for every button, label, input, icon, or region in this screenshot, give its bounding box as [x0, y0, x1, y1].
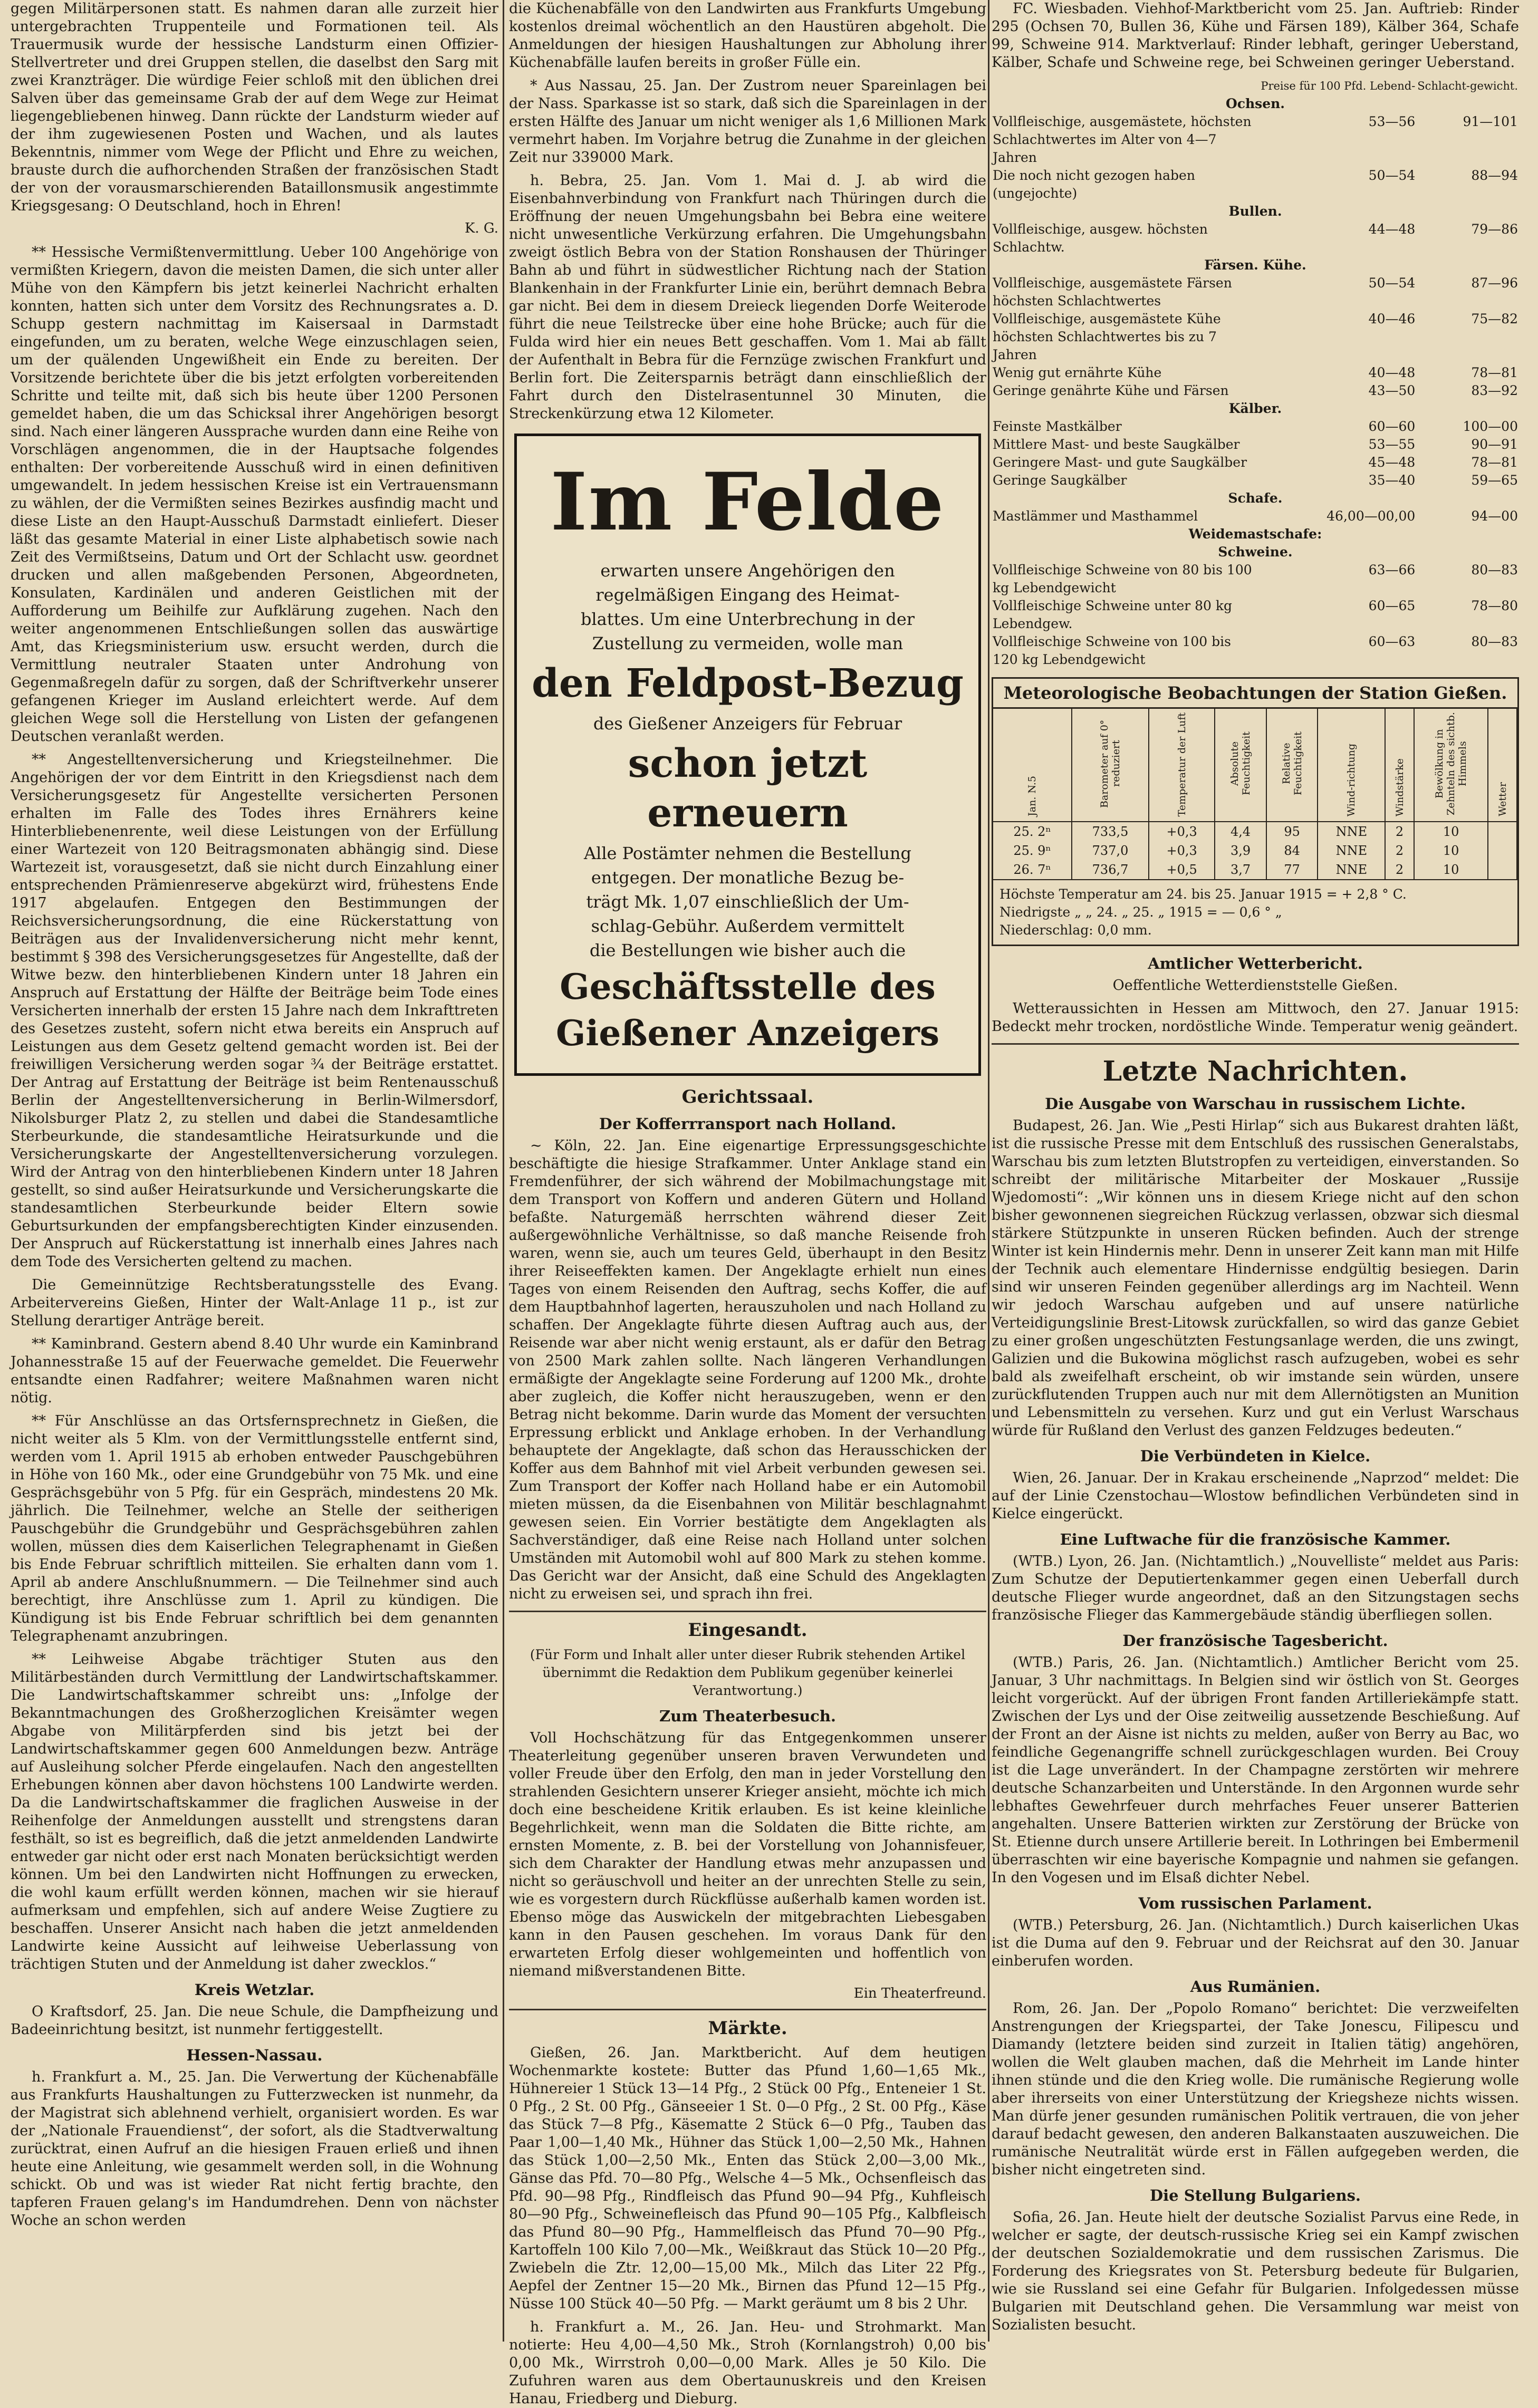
weather-max-temp: Höchste Temperatur am 24. bis 25. Januar 1915 = + 2,8 ° C.: [999, 887, 1407, 902]
table-row: [992, 454, 1519, 471]
cell-live: 60—65: [1368, 598, 1416, 613]
news-title: Die Ausgabe von Warschau in russischem Lichte.: [1045, 1095, 1466, 1113]
weather-forecast: Wetteraussichten in Hessen am Mittwoch, den 27. Januar 1915: Bedeckt mehr trocken, nordöstliche Winde. Temperatur wenig geändert.: [992, 1000, 1519, 1035]
weather-col-header-label: Temperatur der Luft: [1176, 712, 1188, 816]
ad-footer: Gießener Anzeigers: [555, 1013, 940, 1054]
weather-col-header-label: Wetter: [1496, 782, 1508, 816]
group-label: Weidemastschafe:: [1188, 526, 1322, 542]
article-bebra: h. Bebra, 25. Jan. Vom 1. Mai d. J. ab wird die Eisenbahnverbindung von Frankfurt nach Thüringen durch die Eröffnung der neuen Umgehungsbahn bei Bebra eine weitere nicht unwesentliche Verkürzung erfahren. Die Umgehungsbahn zweigt östlich Bebra von der Station Ronshausen der Thüringer Bahn ab und führt in südwestlicher Richtung nach der Station Blankenhain in der Frankfurter Linie ein, berührt demnach Bebra gar nicht. Bei dem in diesem Dreieck liegenden Dorfe Weiterode führt die neue Teilstrecke über eine hohe Brücke; auch für die Fulda wird hier ein neues Bett geschaffen. Vom 1. Mai ab fällt der Aufenthalt in Bebra für die Fernzüge zwischen Frankfurt und Berlin fort. Die Zeitersparnis beträgt dann einschließlich der Fahrt durch den Distelrasentunnel 30 Minuten, die Streckenkürzung etwa 12 Kilometer.: [509, 172, 986, 422]
cell-label: Vollfleischige, ausgemästete Färsen höchsten Schlachtwertes: [993, 275, 1232, 309]
cell-label: Mittlere Mast- und beste Saugkälber: [993, 437, 1240, 452]
cell-label: Die noch nicht gezogen haben (ungejochte): [993, 168, 1195, 201]
news-title: Eine Luftwache für die französische Kammer.: [1060, 1530, 1451, 1548]
group-label: Ochsen.: [1225, 96, 1285, 111]
cell-sl: 83—92: [1471, 383, 1518, 398]
col-header-live: Preise für 100 Pfd. Lebend-: [1261, 80, 1416, 92]
column-divider: [503, 0, 504, 2342]
weather-cell: [1488, 841, 1517, 860]
weather-col-header-label: Windstärke: [1393, 758, 1406, 816]
article-telephone: ** Für Anschlüsse an das Ortsfernsprechnetz in Gießen, die nicht weiter als 5 Klm. von der Vermittlungsstelle entfernt sind, werden vom 1. April 1915 ab erhoben entweder Pauschgebühren in Höhe von 160 Mk., oder eine Grundgebühr von 75 Mk. und eine Gesprächsgebühr von 5 Pfg. für ein Gespräch, mindestens 20 Mk. jährlich. Die Teilnehmer, welche an Stelle der seitherigen Pauschgebühr die Grundgebühr und Gesprächsgebühren zahlen wollen, müssen dies dem Kaiserlichen Telegraphenamt in Gießen bis Ende Februar schriftlich mitteilen. Sie erhalten dann vom 1. April ab andere Anschlußnummern. — Die Teilnehmer sind auch berechtigt, ihre Anschlüsse zum 1. April zu kündigen. Die Kündigung ist bis Ende Februar schriftlich bei dem genannten Telegraphenamt anzubringen.: [11, 1413, 498, 1644]
cell-label: Geringe Saugkälber: [993, 473, 1127, 488]
weather-cell: 733,5: [1072, 822, 1149, 841]
market-report-intro: FC. Wiesbaden. Viehhof-Marktbericht vom 25. Jan. Auftrieb: Rinder 295 (Ochsen 70, Bullen 36, Kühe und Färsen 189), Kälber 364, Schafe 99, Schweine 914. Marktverlauf: Rinder lebhaft, geringer Ueberstand, Kälber, Schafe und Schweine rege, bei Schweinen geringer Ueberstand.: [992, 1, 1519, 71]
table-row: [992, 167, 1519, 203]
weather-cell: 4,4: [1215, 822, 1266, 841]
weather-col-header: [1149, 709, 1215, 822]
cell-sl: 94—00: [1471, 508, 1518, 524]
cell-label: Geringere Mast- und gute Saugkälber: [993, 455, 1247, 470]
weather-cell: +0,5: [1149, 860, 1215, 879]
article-funeral: gegen Militärpersonen statt. Es nahmen daran alle zurzeit hier untergebrachten Truppenteile und Formationen teil. Als Trauermusik wurde der hessische Landsturm einen Offizier-Stellvertreter und drei Gruppen stellen, die daselbst den Sarg mit zwei Kranzträger. Die würdige Feier schloß mit den üblichen drei Salven über das gemeinsame Grab der auf dem Wege zur Heimat liegengebliebenen hinweg. Dann rückte der Landsturm wieder auf der ihm zugewiesenen Posten und Wachen, und als lautes Bekenntnis, nimmer vom Wege der Pflicht und Ehre zu weichen, brauste durch die aufhorchenden Straßen der französischen Stadt der von der vorausmarschierenden Bataillonsmusik angestimmte Kriegsgesang: O Deutschland, hoch in Ehren!: [11, 1, 498, 214]
weather-cell: 26. 7ⁿ: [993, 860, 1072, 879]
cell-sl: 91—101: [1463, 114, 1518, 129]
table-group-row: [992, 543, 1519, 561]
cell-label: Geringe genährte Kühe und Färsen: [993, 383, 1229, 398]
cell-sl: 59—65: [1471, 473, 1518, 488]
ad-line: trägt Mk. 1,07 einschließlich der Um-: [586, 892, 909, 912]
weather-cell: 2: [1385, 822, 1414, 841]
cell-live: 60—63: [1368, 634, 1416, 649]
eingesandt-disclaimer: (Für Form und Inhalt aller unter dieser Rubrik stehenden Artikel übernimmt die Redaktion dem Publikum gegenüber keinerlei Verantwortung.): [530, 1647, 966, 1698]
table-row: [992, 364, 1519, 382]
cell-live: 46,00—00,00: [1326, 508, 1416, 524]
weather-cell: 2: [1385, 841, 1414, 860]
section-heading-latest-news: Letzte Nachrichten.: [1102, 1055, 1408, 1087]
section-heading-weather: Amtlicher Wetterbericht.: [1148, 955, 1363, 972]
weather-col-header: [1318, 709, 1385, 822]
weather-cell: 736,7: [1072, 860, 1149, 879]
table-row: [992, 418, 1519, 436]
section-heading-hessen: Hessen-Nassau.: [186, 2046, 323, 2064]
weather-precipitation: Niederschlag: 0,0 mm.: [999, 922, 1152, 938]
cell-live: 50—54: [1368, 168, 1416, 183]
article-kraftsdorf: O Kraftsdorf, 25. Jan. Die neue Schule, die Dampfheizung und Badeeinrichtung besitzt, ist nunmehr fertiggestellt.: [11, 2004, 498, 2038]
news-title: Vom russischen Parlament.: [1138, 1894, 1372, 1912]
ad-headline: schon jetzt erneuern: [628, 741, 868, 836]
article-theater: Voll Hochschätzung für das Entgegenkommen unserer Theaterleitung gegenüber unseren braven Verwundeten und voller Freude über den Erfolg, den man in jeder Vorstellung den strahlenden Gesichtern unserer Krieger ansieht, möchte ich mich doch eine bescheidene Kritik erlauben. Es ist keine kleinliche Begehrlichkeit, wenn man die Soldaten die Bitte richte, am ernsten Momente, z. B. bei der Vorstellung von Johannisfeuer, sich dem Charakter der Handlung etwas mehr anzupassen und nicht so geräuschvoll und heiter an der unrechten Stelle zu sein, wie es vorgestern durch Rückflüsse außerhalb kamen worden ist. Ebenso möge das Auswickeln der mitgebrachten Liebesgaben kann in den Pausen geschehen. Im voraus Dank für den erwarteten Erfolg dieser wohlgemeinten und hoffentlich von niemand mißverstandenen Bitte.: [509, 1730, 986, 1979]
weather-col-header-label: Bewölkung in Zehnteln des sichtb. Himmels: [1434, 712, 1469, 815]
cell-label: Vollfleischige, ausgemästete, höchsten Schlachtwertes im Alter von 4—7 Jahren: [993, 114, 1252, 165]
cell-live: 53—55: [1368, 437, 1416, 452]
ad-footer: Geschäftsstelle des: [560, 966, 936, 1007]
cell-live: 44—48: [1368, 221, 1416, 237]
weather-cell: +0,3: [1149, 822, 1215, 841]
table-row: [992, 382, 1519, 400]
weather-observations: [992, 677, 1519, 946]
cell-label: Vollfleischige Schweine unter 80 kg Lebendgew.: [993, 598, 1233, 631]
article-signature: Ein Theaterfreund.: [853, 1986, 986, 2001]
weather-col-header: [1488, 709, 1517, 822]
advertisement-im-felde: [514, 434, 981, 1076]
table-row: [992, 561, 1519, 597]
cell-live: 40—46: [1368, 311, 1416, 326]
table-row: [992, 471, 1519, 489]
ad-line: blattes. Um eine Unterbrechung in der: [580, 609, 915, 629]
table-group-row: [992, 400, 1519, 418]
news-text: Budapest, 26. Jan. Wie „Pesti Hirlap“ sich aus Bukarest drahten läßt, ist die russische Presse mit dem Entschluß des russischen Generalstabs, Warschau bis zum letzten Blutstropfen zu verteidigen, einverstanden. So schreibt der militärische Mitarbeiter der Moskauer „Russije Wjedomosti“: „Wir können uns in diesem Kriege nicht auf den schon bisher gewonnenen siegreichen Rückzug verlassen, obzwar sich diesmal stärkere Stützpunkte in unseren Rücken befinden. Auch der strenge Winter ist kein Hindernis mehr. Denn in unserer Zeit kann man mit Hilfe der Technik auch elementare Hindernisse endgültig besiegen. Darin sind wir unseren Feinden gegenüber allerdings arg im Nachteil. Wenn wir jedoch Warschau aufgeben und auf unsere natürliche Verteidigungslinie Brest-Litowsk zurückfallen, so wird das ganze Gebiet zu einer großen ungeschützten Festungsanlage werden, die uns zwingt, Galizien und die Bukowina möglichst rasch aufzugeben, wobei es sehr bald als zweifelhaft erscheint, ob wir imstande sein würden, unsere zurückflutenden Truppen auch nur mit dem Allernötigsten an Munition und Lebensmitteln zu versehen. Kurz und gut ein Verlust Warschaus würde für Rußland den Verlust des ganzen Feldzuges bedeuten.“: [992, 1118, 1519, 1439]
article-title-koffer: Der Kofferrransport nach Holland.: [599, 1115, 897, 1133]
weather-col-header-label: Wind-richtung: [1345, 743, 1358, 816]
news-title: Die Stellung Bulgariens.: [1149, 2187, 1361, 2204]
cell-sl: 78—80: [1471, 598, 1518, 613]
weather-office: Oeffentliche Wetterdienststelle Gießen.: [1112, 977, 1398, 994]
weather-col-header-label: Jan. N.5: [1026, 776, 1039, 816]
ad-line: schlag-Gebühr. Außerdem vermittelt: [591, 916, 905, 936]
weather-cell: 95: [1266, 822, 1318, 841]
table-row: [992, 274, 1519, 310]
weather-cell: 25. 9ⁿ: [993, 841, 1072, 860]
cell-label: Mastlämmer und Masthammel: [993, 508, 1198, 524]
table-row: [992, 113, 1519, 167]
table-row: [992, 597, 1519, 633]
article-nassau: * Aus Nassau, 25. Jan. Der Zustrom neuer Spareinlagen bei der Nass. Sparkasse ist so stark, daß sich die Spareinlagen in der ersten Hälfte des Januar um nicht weniger als 1,6 Millionen Mark vermehrt haben. Im Vorjahre betrug die Zunahme in der gleichen Zeit nur 339000 Mark.: [509, 78, 986, 166]
table-group-row: [992, 203, 1519, 220]
weather-title: Meteorologische Beobachtungen der Station Gießen.: [993, 679, 1517, 709]
cell-live: 45—48: [1368, 455, 1416, 470]
group-label: Schafe.: [1228, 490, 1283, 506]
weather-col-header: [993, 709, 1072, 822]
weather-table: [993, 709, 1517, 879]
article-frankfurt: h. Frankfurt a. M., 25. Jan. Die Verwertung der Küchenabfälle aus Frankfurts Haushaltungen zu Futterzwecken ist nunmehr, da der Magistrat sich ablehnend verhielt, organisiert worden. Es war der „Nationale Frauendienst“, der sofort, als die Stadtverwaltung zurücktrat, einen Aufruf an die hiesigen Frauen erließ und ihnen heute eine Anleitung, wie gesammelt werden soll, in die Wohnung schickt. Ob und was ist wieder Rat nicht fertig brachte, den tapferen Frauen gelang's im Handumdrehen. Denn von nächster Woche an schon werden: [11, 2069, 498, 2229]
section-heading-kreis: Kreis Wetzlar.: [194, 1981, 315, 1999]
article-horses: ** Leihweise Abgabe trächtiger Stuten aus den Militärbeständen durch Vermittlung der Landwirtschaftskammer. Die Landwirtschaftskammer schreibt uns: „Infolge der Bekanntmachungen des Großherzoglichen Kreisämter wegen Abgabe von Militärpferden sind bis jetzt bei der Landwirtschaftskammer gegen 600 Anmeldungen bezw. Anträge auf Ausleihung solcher Pferde eingelaufen. Nach den angestellten Erhebungen können aber davon höchstens 100 Landwirte werden. Da die Landwirtschaftskammer die fraglichen Ausweise in der Reihenfolge der Anmeldungen ausstellt und strengstens daran festhält, so ist es begreiflich, daß die jetzt anmeldenden Landwirte entweder gar nicht oder erst nach Monaten berücksichtigt werden können. Um bei den Landwirten nicht Hoffnungen zu erwecken, die wohl kaum erfüllt werden können, machen wir sie hierauf aufmerksam und empfehlen, sich auf andere Weise Zugtiere zu beschaffen. Unserer Ansicht nach haben die jetzt anmeldenden Landwirte keine Aussicht auf leihweise Ueberlassung von trächtigen Stuten und der Anmeldung ist daher zwecklos.“: [11, 1651, 498, 1972]
ad-headline: den Feldpost-Bezug: [532, 661, 964, 706]
weather-col-header: [1072, 709, 1149, 822]
cell-live: 50—54: [1368, 275, 1416, 291]
table-row: [992, 507, 1519, 525]
table-row: [992, 220, 1519, 256]
weather-cell: 3,9: [1215, 841, 1266, 860]
table-row: [992, 310, 1519, 364]
article-missing-soldiers: ** Hessische Vermißtenvermittlung. Ueber 100 Angehörige von vermißten Kriegern, davon die meisten Damen, die sich unter aller Mühe von den Kämpfern bis jetzt keinerlei Nachricht erhalten konnten, hatten sich unter dem Vorsitz des Rechnungsrates a. D. Schupp gestern nachmittag im Kaisersaal in Darmstadt eingefunden, um zu beraten, welche Wege einzuschlagen seien, um der quälenden Ungewißheit ein Ende zu bereiten. Der Vorsitzende berichtete über die bis jetzt erfolgten vorbereitenden Schritte und teilte mit, daß sich bis heute über 1200 Personen gemeldet haben, die um das Schicksal ihrer Angehörigen besorgt sind. Nach einer längeren Aussprache wurden dann eine Reihe von Vorschlägen angenommen, die in der Hauptsache folgendes enthalten: Der vorbereitende Ausschuß wird in einen definitiven umgewandelt. In jedem hessischen Kreise ist ein Vertrauensmann zu wählen, der die Vermißten seines Bezirkes ausfindig macht und diese Liste an den Haupt-Ausschuß Darmstadt einliefert. Dieser läßt das gesamte Material in einer Liste alphabetisch sowie nach Zeit des Vermißtseins, Datum und Ort der Schlacht usw. geordnet drucken und allen maßgebenden Personen, Abgeordneten, Konsulaten, Kardinälen und anderen Geistlichen mit der Aufforderung um Beihilfe zur Aufklärung zugehen. Nach den weiter angenommenen Entschließungen sollen das auswärtige Amt, das Kriegsministerium usw. ersucht werden, durch die Vermittlung neutraler Staaten unter Androhung von Gegenmaßregeln dafür zu sorgen, daß der Schriftverkehr unserer gefangenen Krieger im Ausland erleichtert werde. Auf dem gleichen Wege soll die Herstellung von Listen der gefangenen Deutschen veranlaßt werden.: [11, 244, 498, 745]
weather-col-header: [1215, 709, 1266, 822]
ad-line: die Bestellungen wie bisher auch die: [589, 940, 906, 960]
cell-sl: 80—83: [1471, 562, 1518, 577]
separator: [509, 1611, 986, 1612]
article-signature: K. G.: [464, 220, 498, 236]
cell-label: Wenig gut ernährte Kühe: [993, 365, 1162, 380]
weather-cell: NNE: [1318, 860, 1385, 879]
cell-live: 35—40: [1368, 473, 1416, 488]
cell-sl: 90—91: [1471, 437, 1518, 452]
weather-cell: [1488, 860, 1517, 879]
article-market-giessen: Gießen, 26. Jan. Marktbericht. Auf dem heutigen Wochenmarkte kostete: Butter das Pfund 1,60—1,65 Mk., Hühnereier 1 Stück 13—14 Pfg., 2 Stück 00 Pfg., Enteneier 1 St. 0 Pfg., 2 St. 00 Pfg., Gänseeier 1 St. 0—0 Pfg., 2 St. 00 Pfg., Käse das Stück 7—8 Pfg., Käsematte 2 Stück 6—0 Pfg., Tauben das Paar 1,00—1,40 Mk., Hühner das Stück 1,00—2,50 Mk., Hahnen das Stück 1,00—2,50 Mk., Enten das Stück 2,00—3,00 Mk., Gänse das Pfd. 70—80 Pfg., Welsche 4—5 Mk., Ochsenfleisch das Pfd. 90—98 Pfg., Rindfleisch das Pfund 90—94 Pfg., Kuhfleisch 80—90 Pfg., Schweinefleisch das Pfund 90—105 Pfg., Kalbfleisch das Pfund 80—90 Pfg., Hammelfleisch das Pfund 70—90 Pfg., Kartoffeln 100 Kilo 7,00—Mk., Weißkraut das Stück 10—20 Pfg., Zwiebeln die Ztr. 12,00—15,00 Mk., Milch das Liter 22 Pfg., Aepfel der Zentner 15—20 Mk., Birnen das Pfund 12—15 Pfg., Nüsse 100 Stück 40—50 Pfg. — Markt geräumt um 8 bis 2 Uhr.: [509, 2045, 986, 2312]
news-text: (WTB.) Lyon, 26. Jan. (Nichtamtlich.) „Nouvelliste“ meldet aus Paris: Zum Schutze der Deputiertenkammer gegen einen Ueberfall durch deutsche Flieger wurde angeordnet, daß an den Sitzungstagen sechs französische Flieger das Kammergebäude ständig überfliegen sollen.: [992, 1553, 1519, 1623]
ad-line: Alle Postämter nehmen die Bestellung: [583, 843, 912, 863]
column-middle: [509, 0, 986, 2407]
news-text: (WTB.) Paris, 26. Jan. (Nichtamtlich.) Amtlicher Bericht vom 25. Januar, 3 Uhr nachmittags. In Belgien sind wir östlich von St. Georges leicht vorgerückt. Auf der übrigen Front fanden Artilleriekämpfe statt. Zwischen der Lys und der Oise zeitweilig aussetzende Beschießung. Auf der Front an der Aisne ist nichts zu melden, außer von Berry au Bac, wo feindliche Gegenangriffe schnell zurückgeschlagen wurden. Bei Crouy ist die Lage unverändert. In der Champagne zerstörten wir mehrere deutsche Schanzarbeiten und Unterstände. In den Argonnen wurde sehr lebhaftes Gewehrfeuer durch mehrfaches Feuer unserer Batterien angehalten. Unsere Batterien wirkten zur Zerstörung der Brücke von St. Etienne durch unsere Artillerie bereit. In Lothringen bei Embermenil überraschten wir eine bayerische Kompagnie und nahmen sie gefangen. In den Vogesen und im Elsaß dichter Nebel.: [992, 1654, 1519, 1886]
weather-cell: 77: [1266, 860, 1318, 879]
livestock-price-table: [992, 77, 1519, 669]
section-heading-gerichtssaal: Gerichtssaal.: [681, 1086, 814, 1107]
article-koffer: ~ Köln, 22. Jan. Eine eigenartige Erpressungsgeschichte beschäftigte die hiesige Strafkammer. Unter Anklage stand ein Fremdenführer, der sich während der Mobilmachungstage mit dem Transport von Koffern und anderen Gütern und Holland befaßte. Naturgemäß herrschten während dieser Zeit außergewöhnliche Verhältnisse, so daß manche Reisende froh waren, wenn sie, auch um teures Geld, überhaupt in den Besitz ihrer Reiseeffekten kamen. Der Angeklagte erhielt nun eines Tages von einem Reisenden den Auftrag, sechs Koffer, die auf dem Hauptbahnhof lagerten, herauszuholen und nach Holland zu schaffen. Der Angeklagte führte diesen Auftrag auch aus, der Reisende war aber nicht wenig erstaunt, als er dafür den Betrag von 2500 Mark zahlen sollte. Nach längeren Verhandlungen ermäßigte der Angeklagte seine Forderung auf 1200 Mk., drohte aber zugleich, die Koffer nicht herauszugeben, wenn er den Betrag nicht bekomme. Darin wurde das Moment der versuchten Erpressung erblickt und Anklage erhoben. In der Verhandlung behauptete der Angeklagte, daß schon das Herausschicken der Koffer aus dem Bahnhof mit viel Arbeit verbunden gewesen sei. Zum Transport der Koffer nach Holland habe er ein Automobil mieten müssen, da die Eisenbahnen von Militär beschlagnahmt gewesen seien. Ein Vorrier bestätigte dem Angeklagten als Sachverständiger, daß eine Reise nach Holland unter solchen Umständen mit Automobil wohl auf 800 Mark zu stehen komme. Das Gericht war der Ansicht, daß eine Schuld des Angeklagten nicht zu erweisen sei, und sprach ihn frei.: [509, 1138, 986, 1602]
ad-line: des Gießener Anzeigers für Februar: [593, 714, 902, 734]
ad-line: Zustellung zu vermeiden, wolle man: [592, 633, 903, 653]
column-right: [992, 0, 1519, 2342]
article-chimney-fire: ** Kaminbrand. Gestern abend 8.40 Uhr wurde ein Kaminbrand Johannesstraße 15 auf der Feuerwache gemeldet. Die Feuerwehr entsandte einen Radfahrer; weitere Maßnahmen waren nicht nötig.: [11, 1336, 498, 1406]
group-label: Färsen. Kühe.: [1204, 257, 1306, 273]
weather-cell: 84: [1266, 841, 1318, 860]
cell-sl: 78—81: [1471, 365, 1518, 380]
table-group-row: [992, 256, 1519, 274]
column-divider: [988, 0, 989, 2342]
weather-col-header: [1266, 709, 1318, 822]
weather-col-header: [1414, 709, 1488, 822]
cell-label: Vollfleischige Schweine von 80 bis 100 kg Lebendgewicht: [993, 562, 1252, 595]
weather-cell: 737,0: [1072, 841, 1149, 860]
weather-row: [993, 860, 1517, 879]
group-label: Bullen.: [1228, 204, 1282, 219]
cell-label: Vollfleischige, ausgew. höchsten Schlachtw.: [993, 221, 1208, 255]
ad-line: regelmäßigen Eingang des Heimat-: [595, 585, 900, 605]
weather-cell: 2: [1385, 860, 1414, 879]
ad-line: entgegen. Der monatliche Bezug be-: [591, 868, 905, 888]
cell-live: 60—60: [1368, 419, 1416, 434]
cell-live: 40—48: [1368, 365, 1416, 380]
cell-sl: 80—83: [1471, 634, 1518, 649]
cell-label: Vollfleischige, ausgemästete Kühe höchsten Schlachtwertes bis zu 7 Jahren: [993, 311, 1221, 362]
cell-sl: 79—86: [1471, 221, 1518, 237]
news-text: (WTB.) Petersburg, 26. Jan. (Nichtamtlich.) Durch kaiserlichen Ukas ist die Duma auf den 9. Februar und der Reichsrat auf den 30. Januar einberufen worden.: [992, 1917, 1519, 1969]
weather-col-header-label: Barometer auf 0° reduziert: [1099, 719, 1122, 808]
weather-col-header-label: Relative Feuchtigkeit: [1280, 731, 1304, 796]
table-group-row: [992, 95, 1519, 113]
cell-sl: 78—81: [1471, 455, 1518, 470]
ad-title: Im Felde: [550, 456, 945, 548]
cell-sl: 88—94: [1471, 168, 1518, 183]
cell-live: 53—56: [1368, 114, 1416, 129]
article-market-frankfurt: h. Frankfurt a. M., 26. Jan. Heu- und Strohmarkt. Man notierte: Heu 4,00—4,50 Mk., Stroh (Kornlangstroh) 0,00 bis 0,00 Mk., Wirrstroh 0,00—0,00 Mark. Alles je 50 Kilo. Die Zufuhren waren aus dem Obertaunuskreis und den Kreisen Hanau, Friedberg und Dieburg.: [509, 2319, 986, 2407]
weather-cell: [1488, 822, 1517, 841]
cell-live: 43—50: [1368, 383, 1416, 398]
cell-sl: 100—00: [1463, 419, 1518, 434]
weather-cell: 10: [1414, 822, 1488, 841]
cell-sl: 87—96: [1471, 275, 1518, 291]
separator: [509, 2009, 986, 2010]
news-title: Die Verbündeten in Kielce.: [1140, 1447, 1371, 1465]
news-title: Der französische Tagesbericht.: [1122, 1632, 1388, 1650]
ad-line: erwarten unsere Angehörigen den: [600, 561, 895, 581]
article-insurance: ** Angestelltenversicherung und Kriegsteilnehmer. Die Angehörigen der vor dem Eintritt in den Kriegsdienst nach dem Versicherungsgesetz für Angestellte versicherten Personen erhalten im Falle des Todes ihres Ernährers keine Hinterbliebenenrente, weil diese Leistungen von der Erfüllung einer Wartezeit von 120 Beitragsmonaten abhängig sind. Diese Wartezeit ist, vorausgesetzt, daß sie nicht durch Einzahlung einer entsprechenden Prämienreserve abgekürzt wird, frühestens Ende 1917 abgelaufen. Entgegen den Bestimmungen der Reichsversicherungsordnung, die eine Rückerstattung von Beiträgen aus der Invalidenversicherung nicht mehr kennt, bestimmt § 398 des Versicherungsgesetzes für Angestellte, daß der Witwe bezw. den hinterbliebenen Kindern unter 18 Jahren ein Anspruch auf Erstattung der Hälfte der Beiträge beim Tode eines Versicherten innerhalb der ersten 15 Jahre nach dem Inkrafttreten des Gesetzes zusteht, sofern nicht etwa bereits ein Anspruch auf Leistungen aus dem Gesetz geltend gemacht worden ist. Bei der freiwilligen Versicherung werden sogar ¾ der Beiträge erstattet. Der Antrag auf Erstattung der Beiträge ist beim Rentenausschuß Berlin der Angestelltenversicherung in Berlin-Wilmersdorf, Nikolsburger Platz 2, zu stellen und dabei die Standesamtliche Sterbeurkunde, die standesamtliche Heiratsurkunde und die Versicherungskarte der Angestelltenversicherung vorzulegen. Wird der Antrag von den hinterbliebenen Kindern unter 18 Jahren gestellt, so sind außer Heiratsurkunde und Versicherungskarte die standesamtlichen Sterbeurkunde beider Eltern sowie Geburtsurkunden der empfangsberechtigten Kinder einzusenden. Der Anspruch auf Rückerstattung ist innerhalb eines Jahres nach dem Tode des Versicherten geltend zu machen.: [11, 752, 498, 1270]
table-group-row: [992, 525, 1519, 543]
article-title-theater: Zum Theaterbesuch.: [659, 1707, 837, 1725]
cell-live: 63—66: [1368, 562, 1416, 577]
weather-min-temp: Niedrigste „ „ 24. „ 25. „ 1915 = — 0,6 ° „: [999, 904, 1282, 920]
news-text: Wien, 26. Januar. Der in Krakau erscheinende „Naprzod“ meldet: Die auf der Linie Czenstochau—Wlostow befindlichen Verbündeten sind in Kielce eingerückt.: [992, 1470, 1519, 1522]
table-group-row: [992, 489, 1519, 507]
weather-cell: 25. 2ⁿ: [993, 822, 1072, 841]
group-label: Kälber.: [1228, 401, 1282, 416]
weather-cell: 10: [1414, 841, 1488, 860]
section-heading-eingesandt: Eingesandt.: [688, 1620, 808, 1641]
weather-col-header: [1385, 709, 1414, 822]
weather-row: [993, 822, 1517, 841]
col-header-slaughter: Schlacht-gewicht.: [1417, 80, 1518, 92]
section-heading-maerkte: Märkte.: [708, 2018, 787, 2039]
weather-cell: +0,3: [1149, 841, 1215, 860]
news-text: Rom, 26. Jan. Der „Popolo Romano“ berichtet: Die verzweifelten Anstrengungen der Kriegspartei, der Take Jonescu, Filipescu und Diamandy (letztere beiden sind zurzeit in Italien tätig) angehören, wollen die Welt glauben machen, daß die Mehrheit im Lande hinter ihnen stünde und die den Krieg wolle. Die rumänische Regierung wolle aber ihrerseits von einer Unterstützung der Kriegsheze nichts wissen. Man dürfe jener gesunden rumänischen Politik vertrauen, die von jeher darauf bedacht gewesen, den anderen Balkanstaaten auszuweichen. Die rumänische Neutralität würde erst in Fällen aufgegeben werden, die bisher nicht eingetreten sind.: [992, 2000, 1519, 2178]
article-kitchen-waste: die Küchenabfälle von den Landwirten aus Frankfurts Umgebung kostenlos dreimal wöchentlich an den Haustüren abgeholt. Die Anmeldungen der hiesigen Haushaltungen zur Abholung ihrer Küchenabfälle laufen bereits in großer Fülle ein.: [509, 1, 986, 71]
article-legal-advice: Die Gemeinnützige Rechtsberatungsstelle des Evang. Arbeitervereins Gießen, Hinter der Walt-Anlage 11 p., ist zur Stellung derartiger Anträge bereit.: [11, 1277, 498, 1329]
table-row: [992, 633, 1519, 669]
weather-cell: 3,7: [1215, 860, 1266, 879]
weather-cell: NNE: [1318, 841, 1385, 860]
cell-label: Feinste Mastkälber: [993, 419, 1122, 434]
column-left: [11, 0, 498, 2342]
weather-cell: NNE: [1318, 822, 1385, 841]
news-title: Aus Rumänien.: [1190, 1978, 1321, 1996]
news-text: Sofia, 26. Jan. Heute hielt der deutsche Sozialist Parvus eine Rede, in welcher er sagte, der deutsch-russische Krieg sei ein Kampf zwischen der deutschen Sozialdemokratie und dem russischen Zarismus. Die Forderung des Kriegsrates von St. Petersburg bedeute für Bulgarien, wie sie Russland sei eine Gefahr für Bulgarien. Infolgedessen müsse Bulgarien mit Deutschland gehen. Die Versammlung war meist von Sozialisten besucht.: [992, 2209, 1519, 2333]
separator: [992, 1043, 1519, 1045]
cell-label: Vollfleischige Schweine von 100 bis 120 kg Lebendgewicht: [993, 634, 1231, 667]
table-row: [992, 436, 1519, 454]
weather-row: [993, 841, 1517, 860]
weather-cell: 10: [1414, 860, 1488, 879]
cell-sl: 75—82: [1471, 311, 1518, 326]
weather-col-header-label: Absolute Feuchtigkeit: [1229, 731, 1253, 796]
group-label: Schweine.: [1218, 544, 1293, 560]
